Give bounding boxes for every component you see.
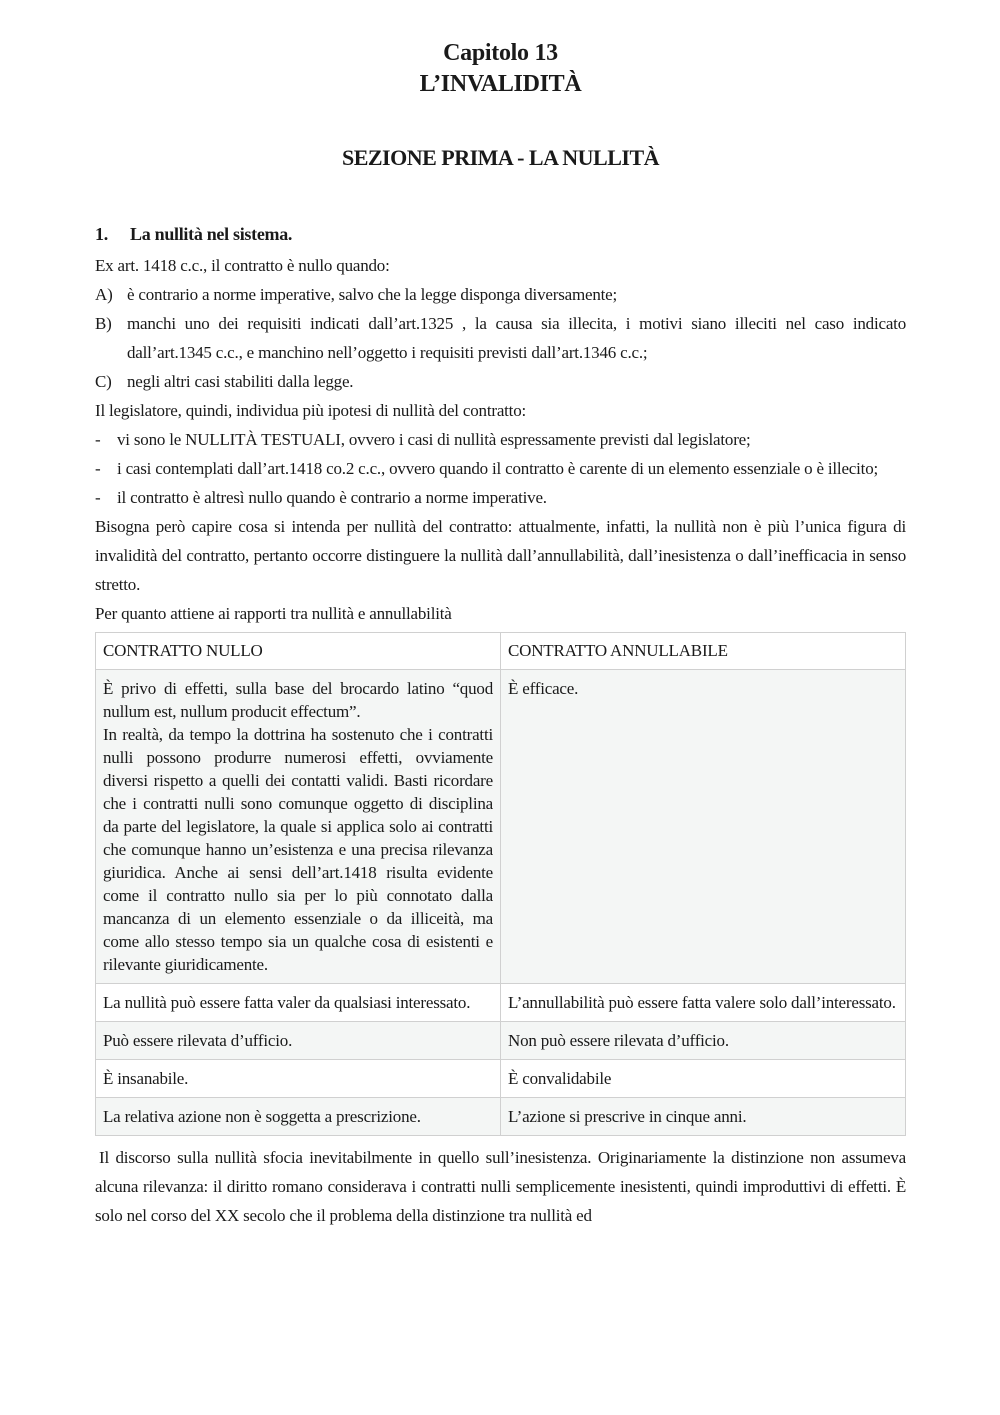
table-cell: È efficace.	[501, 670, 906, 984]
table-cell: Non può essere rilevata d’ufficio.	[501, 1022, 906, 1060]
list-text: i casi contemplati dall’art.1418 co.2 c.c., ovvero quando il contratto è carente di un elemento essenziale o è illecito;	[117, 459, 879, 478]
document-page	[95, 38, 906, 1230]
distinction-paragraph: Bisogna però capire cosa si intenda per nullità del contratto: attualmente, infatti, la nullità non è più l’unica figura di invalidità del contratto, pertanto occorre distinguere la nullità dall’annullabilità, dall’inesistenza o dall’inefficacia in senso stretto.	[95, 517, 906, 594]
chapter-title: L’INVALIDITÀ	[419, 71, 582, 97]
list-marker: A)	[95, 285, 113, 304]
table-row	[96, 1098, 906, 1136]
list-text: vi sono le NULLITÀ TESTUALI, ovvero i casi di nullità espressamente previsti dal legislatore;	[117, 430, 751, 449]
heading-title: La nullità nel sistema.	[130, 224, 293, 244]
table-cell: È convalidabile	[501, 1060, 906, 1098]
list-marker: -	[95, 488, 101, 507]
list-marker: B)	[95, 314, 112, 333]
list-marker: C)	[95, 372, 112, 391]
table-cell: La nullità può essere fatta valer da qualsiasi interessato.	[96, 984, 501, 1022]
intro-text: Ex art. 1418 c.c., il contratto è nullo quando:	[95, 256, 390, 275]
list-text: il contratto è altresì nullo quando è contrario a norme imperative.	[117, 488, 547, 507]
chapter-heading	[95, 38, 906, 100]
table-header-cell: CONTRATTO NULLO	[96, 633, 501, 670]
list-item	[95, 309, 906, 367]
paragraph-heading	[95, 222, 906, 246]
legislator-text: Il legislatore, quindi, individua più ipotesi di nullità del contratto:	[95, 401, 527, 420]
table-header-row	[96, 633, 906, 670]
table-cell: La relativa azione non è soggetta a prescrizione.	[96, 1098, 501, 1136]
table-row	[96, 1022, 906, 1060]
table-row	[96, 984, 906, 1022]
section-title: SEZIONE PRIMA - LA NULLITÀ	[341, 145, 660, 170]
list-item	[95, 454, 906, 483]
table-row	[96, 670, 906, 984]
list-text: è contrario a norme imperative, salvo che la legge disponga diversamente;	[127, 285, 618, 304]
chapter-number: Capitolo 13	[443, 40, 558, 66]
cases-list	[95, 280, 906, 396]
closing-paragraph: Il discorso sulla nullità sfocia inevitabilmente in quello sull’inesistenza. Originariamente la distinzione non assumeva alcuna rilevanza: il diritto romano considerava i contratti nulli semplicemente inesistenti, quindi improduttivi di effetti. È solo nel corso del XX secolo che il problema della distinzione tra nullità ed	[95, 1148, 906, 1225]
list-marker: -	[95, 459, 101, 478]
list-text: manchi uno dei requisiti indicati dall’art.1325 , la causa sia illecita, i motivi siano illeciti nel caso indicato dall’art.1345 c.c., e manchino nell’oggetto i requisiti previsti dall’art.1346 c.c.;	[127, 314, 906, 362]
heading-number: 1.	[95, 224, 108, 244]
list-item	[95, 280, 906, 309]
list-item	[95, 425, 906, 454]
comparison-table	[95, 632, 906, 1136]
list-item	[95, 483, 906, 512]
list-marker: -	[95, 430, 101, 449]
list-text: negli altri casi stabiliti dalla legge.	[127, 372, 354, 391]
table-header-cell: CONTRATTO ANNULLABILE	[501, 633, 906, 670]
table-row	[96, 1060, 906, 1098]
hypotheses-list	[95, 425, 906, 512]
table-cell: L’azione si prescrive in cinque anni.	[501, 1098, 906, 1136]
table-cell: È insanabile.	[96, 1060, 501, 1098]
table-intro: Per quanto attiene ai rapporti tra nullità e annullabilità	[95, 604, 452, 623]
table-cell: L’annullabilità può essere fatta valere solo dall’interessato.	[501, 984, 906, 1022]
list-item	[95, 367, 906, 396]
table-cell: È privo di effetti, sulla base del brocardo latino “quod nullum est, nullum producit effectum”. In realtà, da tempo la dottrina ha sostenuto che i contratti nulli possono produrre numerosi effetti, ovviamente diversi rispetto a quelli dei contatti validi. Basti ricordare che i contratti nulli sono comunque oggetto di disciplina da parte del legislatore, la quale si applica solo ai contratti che comunque hanno un’esistenza e una precisa rilevanza giuridica. Anche ai sensi dell’art.1418 risulta evidente come il contratto nullo sia per lo più connotato dalla mancanza di un elemento essenziale o da illiceità, ma come allo stesso tempo sia un qualche cosa di esistenti e rilevante giuridicamente.	[96, 670, 501, 984]
table-cell: Può essere rilevata d’ufficio.	[96, 1022, 501, 1060]
